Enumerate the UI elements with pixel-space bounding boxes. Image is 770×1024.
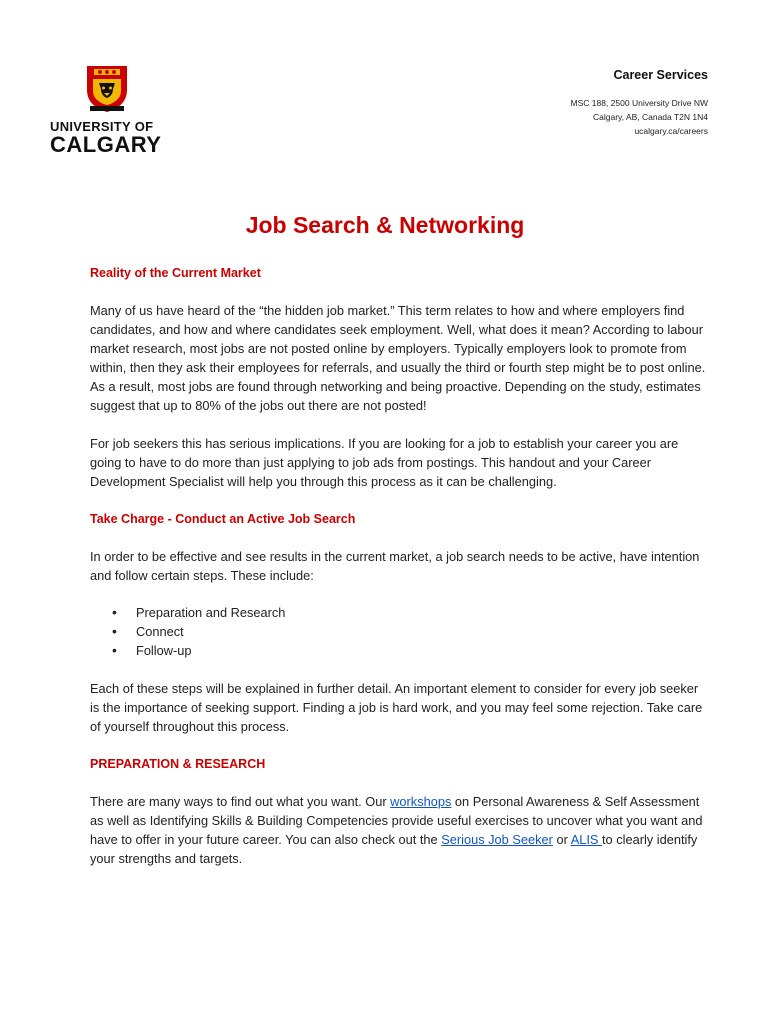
university-name-top: UNIVERSITY OF <box>50 119 154 134</box>
address-line-1: MSC 188, 2500 University Drive NW <box>570 98 708 108</box>
list-item: • Connect <box>90 622 710 641</box>
university-name-bottom: CALGARY <box>50 132 162 157</box>
page-title: Job Search & Networking <box>245 212 525 238</box>
text-segment: or <box>552 832 571 847</box>
text-segment: on Personal Awareness & Self Assessment as well as Identifying Skills & Building Competencies provide useful exercises to uncover what you want and have to offer in your future career. You can also check out the <box>90 794 703 847</box>
serious-job-seeker-link[interactable]: Serious Job Seeker <box>441 832 553 847</box>
university-logo <box>50 64 162 156</box>
section-heading-take-charge: Take Charge - Conduct an Active Job Search <box>90 512 356 526</box>
workshops-link[interactable]: workshops <box>390 794 452 809</box>
section-heading-preparation: PREPARATION & RESEARCH <box>90 757 266 771</box>
website: ucalgary.ca/careers <box>634 126 708 136</box>
steps-list <box>90 603 710 660</box>
paragraph-implications: For job seekers this has serious implications. If you are looking for a job to establish your career you are going to have to do more than just applying to job ads from postings. This handout and your Career Development Specialist will help you through this process as it can be challenging. <box>90 436 679 489</box>
department-name: Career Services <box>613 68 708 82</box>
university-crest-icon <box>84 64 130 114</box>
paragraph-active-search: In order to be effective and see results in the current market, a job search needs to be active, have intention and follow certain steps. These include: <box>90 549 700 583</box>
contact-block <box>571 68 708 138</box>
paragraph-preparation <box>90 792 710 868</box>
document-body <box>90 264 710 887</box>
paragraph-support: Each of these steps will be explained in further detail. An important element to consider for every job seeker is the importance of seeking support. Finding a job is hard work, and you may feel some rejection. Take care of yourself throughout this process. <box>90 681 703 734</box>
text-segment: to clearly identify your strengths and targets. <box>90 832 698 866</box>
text-segment: There are many ways to find out what you want. Our <box>90 794 391 809</box>
section-heading-market: Reality of the Current Market <box>90 266 261 280</box>
list-item: • Follow-up <box>90 641 710 660</box>
alis-link[interactable]: ALIS <box>570 832 602 847</box>
list-item: • Preparation and Research <box>90 603 710 622</box>
address-line-2: Calgary, AB, Canada T2N 1N4 <box>593 112 708 122</box>
paragraph-hidden-market: Many of us have heard of the “the hidden job market.” This term relates to how and where employers find candidates, and how and where candidates seek employment. Well, what does it mean? According to labour market research, most jobs are not posted online by employers. Typically employers look to promote from within, then they ask their employees for referrals, and usually the third or fourth step might be to post online. As a result, most jobs are found through networking and being proactive. Depending on the study, estimates suggest that up to 80% of the jobs out there are not posted! <box>90 303 706 413</box>
